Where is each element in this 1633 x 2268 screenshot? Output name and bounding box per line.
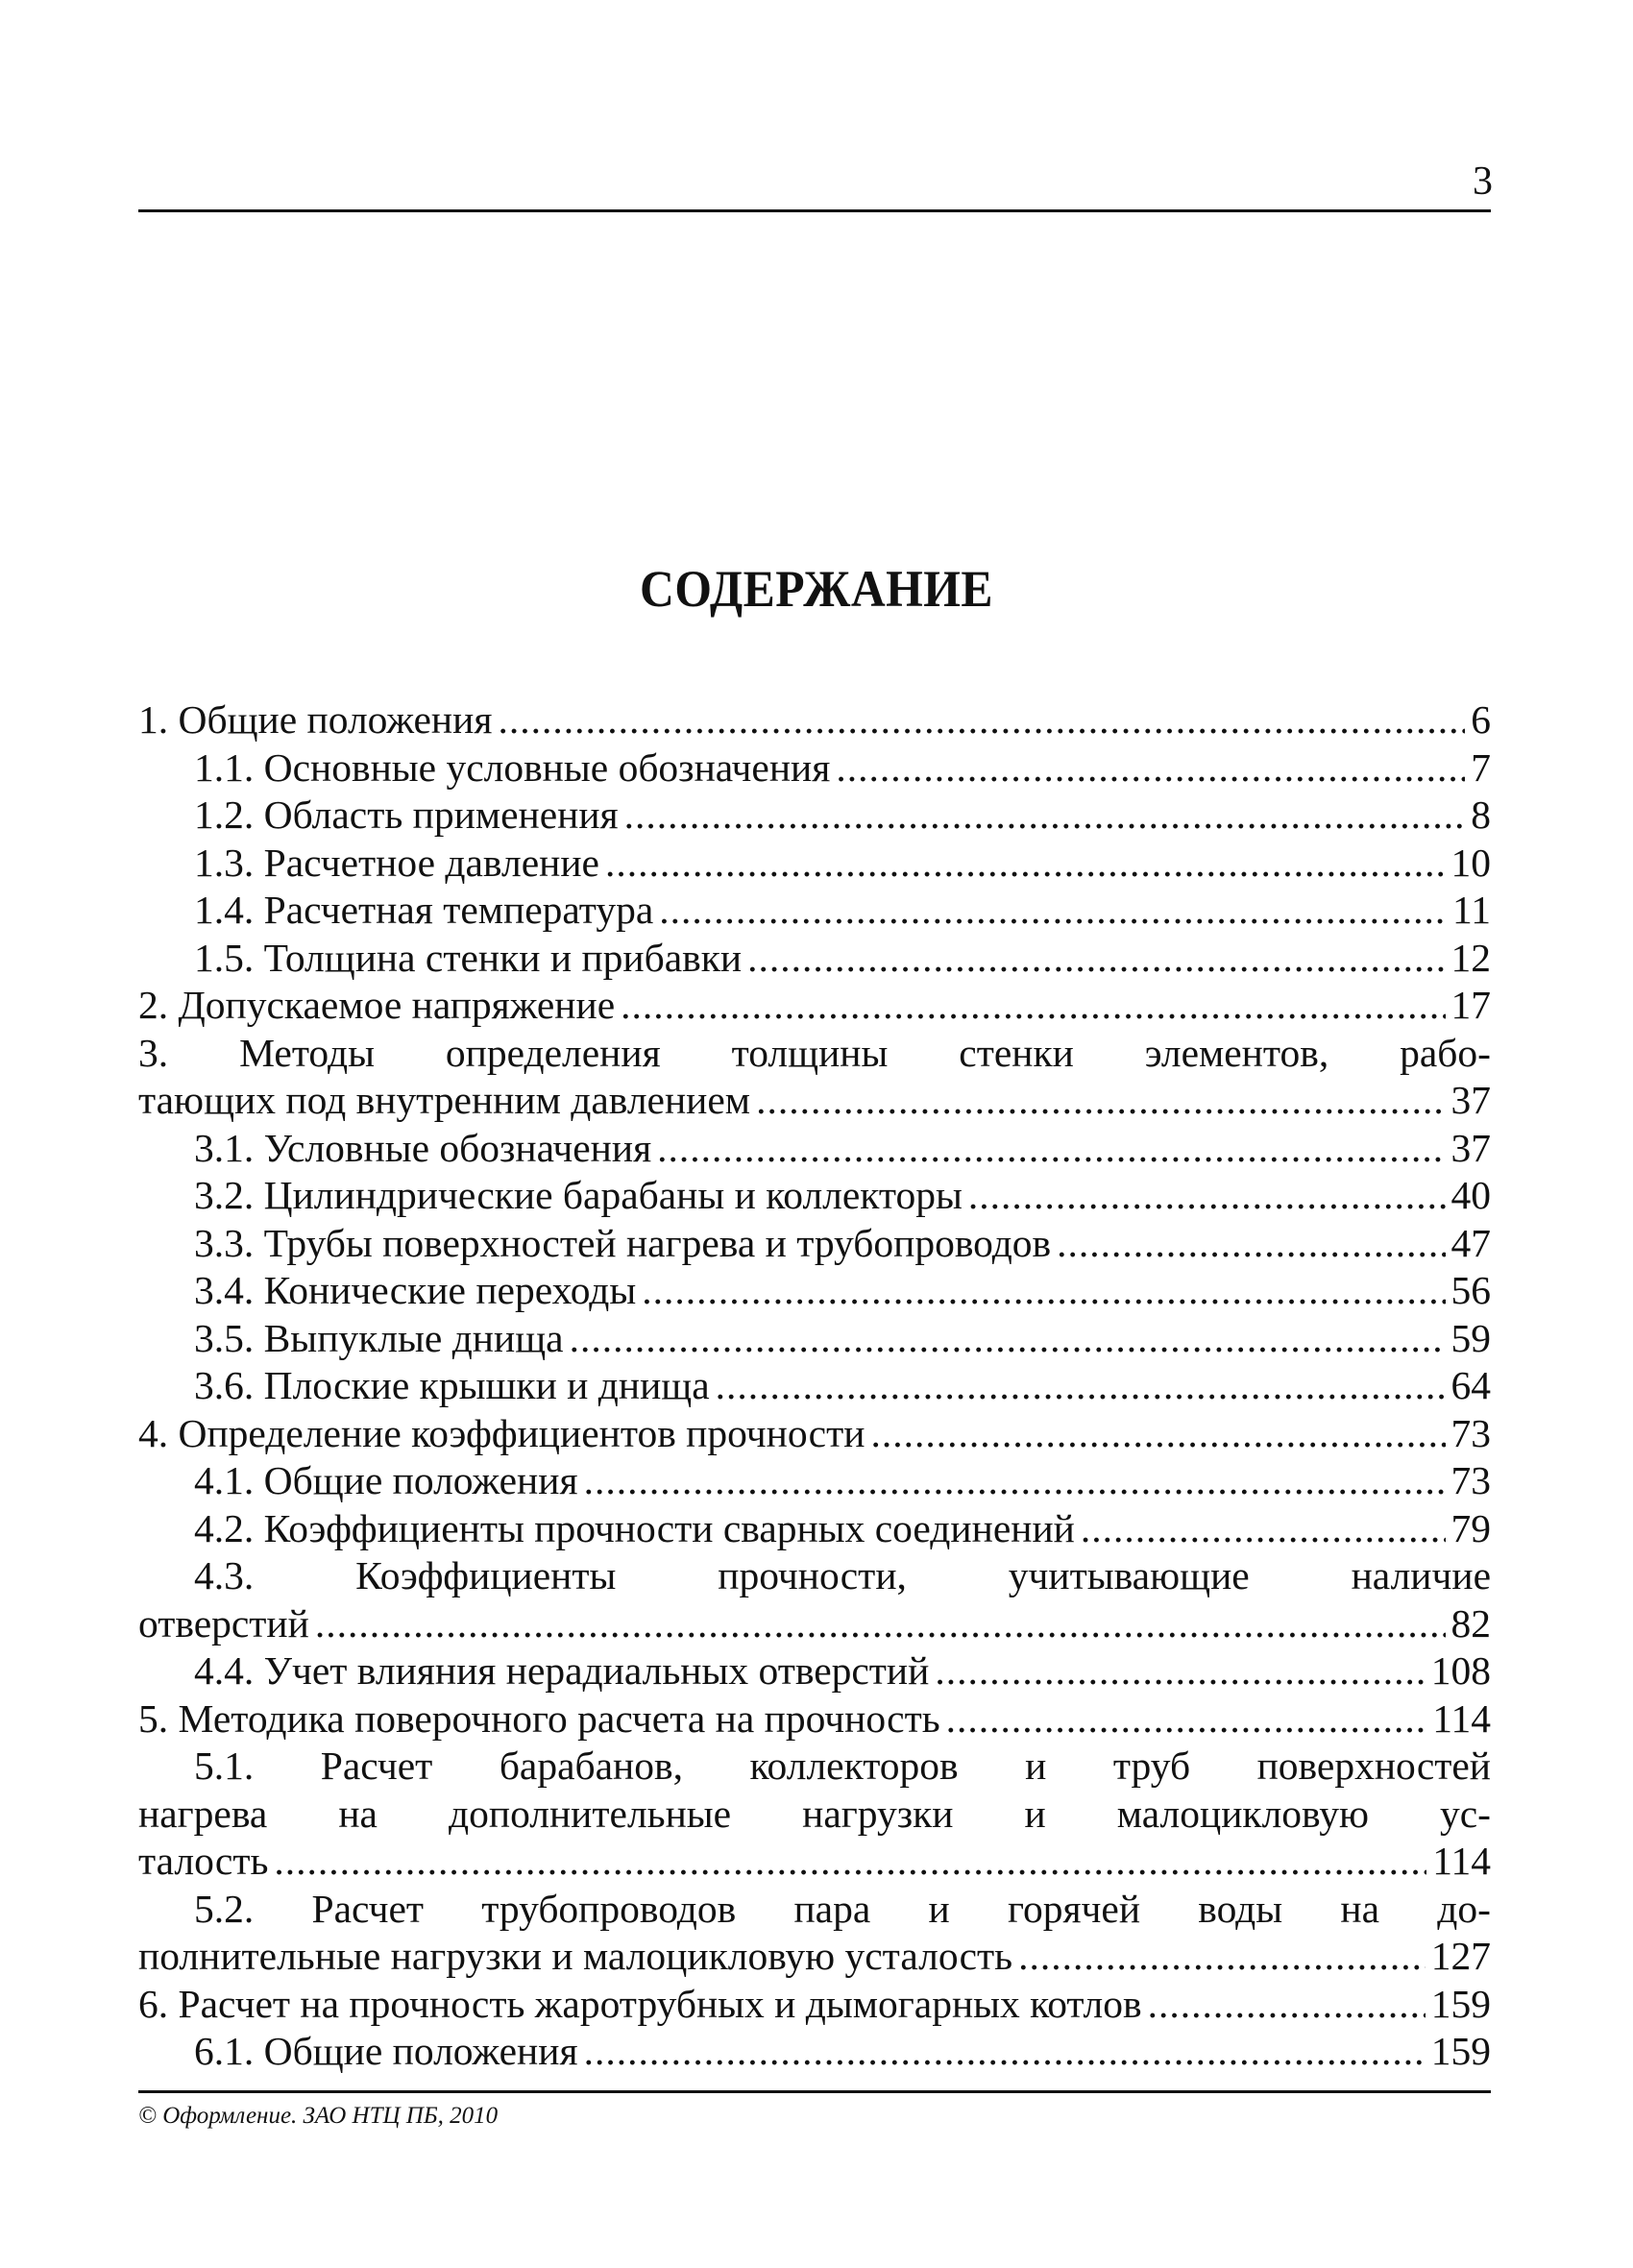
toc-entry [138,840,1491,888]
dot-leader [584,2028,1426,2076]
toc-entry-page: 79 [1450,1505,1491,1550]
toc-entry-label: талость [138,1839,269,1883]
toc-entry-label: 6. Расчет на прочность жаротрубных и дымогарных котлов [138,1981,1142,2026]
toc-entry-label: 1.1. Основные условные обозначения [194,744,831,790]
toc-entry-label: 3.5. Выпуклые днища [194,1315,564,1360]
toc-entry [138,744,1491,793]
toc-entry-page: 37 [1450,1125,1491,1170]
toc-entry [138,1172,1491,1220]
toc-entry-page: 108 [1430,1648,1491,1693]
dot-leader [946,1695,1427,1744]
toc-entry-page: 114 [1432,1839,1491,1883]
toc-entry [138,1695,1491,1744]
toc-entry-label: 1.3. Расчетное давление [194,840,599,885]
toc-entry-page: 7 [1471,744,1491,790]
dot-leader [624,792,1466,840]
dot-leader [570,1315,1446,1363]
header-rule [138,209,1491,212]
toc-entry-label: 4.2. Коэффициенты прочности сварных соединений [194,1505,1075,1550]
toc-entry-page: 12 [1450,935,1491,980]
dot-leader [1081,1505,1446,1553]
toc-entry-label: 3.3. Трубы поверхностей нагрева и трубопроводов [194,1220,1052,1265]
toc-entry-page: 73 [1450,1410,1491,1455]
toc-entry-label: 5.2. Расчет трубопроводов пара и горячей воды на до- [194,1886,1491,1931]
toc-entry-page: 114 [1432,1695,1491,1741]
page-number: 3 [1473,159,1493,204]
toc-entry-label: 1.2. Область применения [194,793,619,837]
toc-entry-page: 37 [1450,1078,1491,1122]
toc-entry-label: 3.1. Условные обозначения [194,1125,652,1170]
toc-entry-label: 6.1. Общие положения [194,2029,578,2073]
toc-entry [138,1315,1491,1363]
toc-entry-label: 5.1. Расчет барабанов, коллекторов и труб поверхностей [194,1744,1491,1788]
toc-entry [138,1030,1491,1078]
toc-entry-label: полнительные нагрузки и малоцикловую усталость [138,1934,1013,1978]
toc-entry-label: 4.3. Коэффициенты прочности, учитывающие наличие [194,1553,1491,1597]
toc-entry-page: 73 [1450,1458,1491,1502]
toc-entry-page: 159 [1430,2029,1491,2073]
toc-entry [138,1220,1491,1268]
toc-entry-label: 4.1. Общие положения [194,1458,578,1502]
toc-entry [138,1838,1491,1886]
dot-leader [659,887,1447,935]
dot-leader [870,1410,1445,1458]
dot-leader [657,1125,1445,1173]
toc-entry-page: 8 [1471,793,1491,837]
toc-entry-label: 1. Общие положения [138,697,493,742]
toc-entry-page: 56 [1450,1268,1491,1312]
toc-entry-label: тающих под внутренним давлением [138,1078,751,1122]
copyright-footer: © Оформление. ЗАО НТЦ ПБ, 2010 [138,2103,499,2129]
toc-entry [138,1267,1491,1315]
toc-entry [138,982,1491,1030]
toc-entry [138,1933,1491,1981]
toc-entry [138,1981,1491,2029]
toc-entry-label: 3.6. Плоские крышки и днища [194,1363,710,1407]
page-title: СОДЕРЖАНИЕ [640,560,993,618]
dot-leader [935,1647,1425,1695]
dot-leader [747,935,1445,983]
dot-leader [1148,1981,1426,2029]
dot-leader [836,744,1465,793]
dot-leader [716,1362,1446,1410]
dot-leader [605,840,1446,888]
dot-leader [498,696,1465,744]
dot-leader [968,1172,1446,1220]
toc-entry-page: 159 [1430,1981,1491,2026]
toc-entry [138,2028,1491,2076]
toc-entry-label: 4.4. Учет влияния нерадиальных отверстий [194,1648,930,1693]
toc-entry-page: 82 [1450,1600,1491,1646]
toc-entry-page: 11 [1452,888,1491,932]
dot-leader [621,982,1445,1030]
dot-leader [584,1457,1446,1505]
toc-entry-page: 40 [1450,1173,1491,1217]
toc-entry-label: 2. Допускаемое напряжение [138,983,616,1027]
toc-entry [138,1886,1491,1934]
toc-entry [138,1600,1491,1648]
dot-leader [315,1600,1446,1648]
toc-entry [138,1457,1491,1505]
toc-entry-page: 64 [1450,1363,1491,1407]
dot-leader [1057,1220,1445,1268]
dot-leader [756,1077,1445,1125]
toc-entry [138,1362,1491,1410]
toc-entry-label: 4. Определение коэффициентов прочности [138,1410,865,1455]
toc-entry-label: 3.2. Цилиндрические барабаны и коллекторы [194,1173,963,1217]
toc-entry [138,1410,1491,1458]
toc-entry-label: 5. Методика поверочного расчета на прочность [138,1695,940,1741]
toc-entry-page: 127 [1430,1934,1491,1978]
footer-rule [138,2090,1491,2093]
table-of-contents [138,696,1491,2076]
toc-entry [138,935,1491,983]
toc-entry [138,792,1491,840]
toc-entry [138,1743,1491,1791]
toc-entry-label: 3. Методы определения толщины стенки элементов, рабо- [138,1030,1491,1075]
toc-entry [138,1552,1491,1600]
dot-leader [1018,1933,1426,1981]
toc-entry-page: 17 [1450,983,1491,1027]
toc-entry-page: 59 [1450,1315,1491,1360]
dot-leader [274,1838,1426,1886]
toc-entry [138,887,1491,935]
toc-entry [138,1791,1491,1839]
toc-entry-page: 10 [1450,840,1491,885]
toc-entry [138,1505,1491,1553]
toc-entry-page: 47 [1450,1220,1491,1265]
toc-entry [138,1647,1491,1695]
toc-entry-label: 1.5. Толщина стенки и прибавки [194,935,743,980]
toc-entry-label: отверстий [138,1600,309,1646]
toc-entry [138,1125,1491,1173]
toc-entry-label: 3.4. Конические переходы [194,1268,637,1312]
toc-entry [138,696,1491,744]
toc-entry-page: 6 [1471,697,1491,742]
toc-entry [138,1077,1491,1125]
toc-entry-label: 1.4. Расчетная температура [194,888,654,932]
dot-leader [642,1267,1445,1315]
toc-entry-label: нагрева на дополнительные нагрузки и малоцикловую ус- [138,1791,1491,1836]
